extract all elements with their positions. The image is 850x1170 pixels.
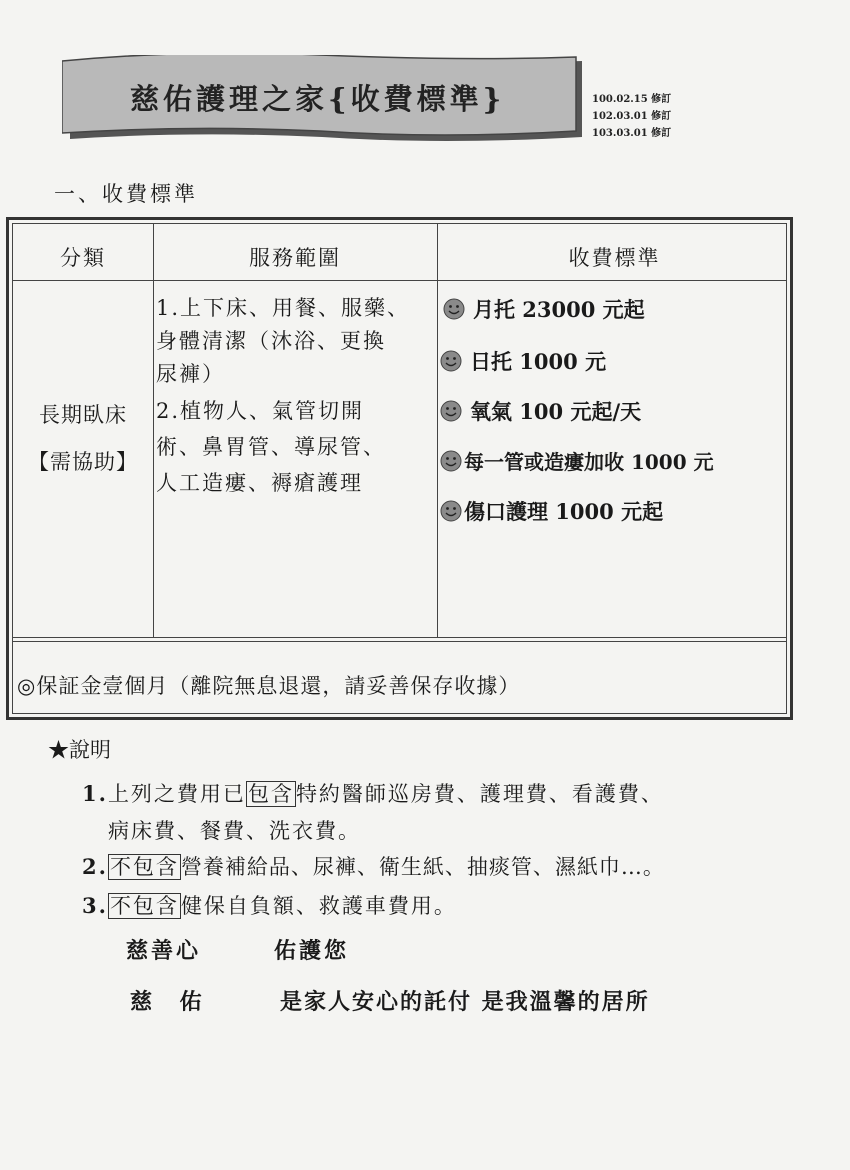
scope-line: 尿褲） bbox=[156, 362, 225, 386]
deposit-divider bbox=[13, 637, 786, 638]
column-header-scope: 服務範圍 bbox=[249, 246, 341, 270]
motto-right: 佑護您 bbox=[274, 938, 350, 964]
smiley-face-icon bbox=[443, 298, 465, 320]
note-boxed-term: 不包含 bbox=[109, 855, 179, 879]
note-item bbox=[82, 851, 665, 881]
category-label: 長期臥床 bbox=[39, 403, 127, 427]
fee-text: 月托 23000 元起 bbox=[473, 297, 645, 322]
note-number: 2. bbox=[82, 854, 108, 879]
note-item bbox=[82, 778, 664, 808]
fee-text: 每一管或造瘻加收 1000 元 bbox=[464, 450, 714, 474]
note-number: 1. bbox=[82, 781, 108, 806]
motto-left: 慈 佑 bbox=[130, 989, 212, 1015]
note-text: 上列之費用已 bbox=[107, 782, 246, 806]
column-divider bbox=[437, 224, 438, 638]
header-divider bbox=[13, 280, 786, 281]
revision-dates bbox=[592, 91, 671, 142]
column-header-fee: 收費標準 bbox=[568, 246, 661, 270]
column-header-category: 分類 bbox=[60, 246, 106, 270]
scope-line: 2.植物人、氣管切開 bbox=[156, 399, 365, 423]
title-banner bbox=[62, 55, 584, 143]
fee-item bbox=[440, 496, 663, 526]
fee-item bbox=[440, 396, 641, 426]
deposit-note: ◎保証金壹個月（離院無息退還，請妥善保存收據） bbox=[17, 674, 521, 698]
notes-title: ★說明 bbox=[48, 738, 111, 762]
column-divider bbox=[153, 224, 154, 638]
scope-line: 術、鼻胃管、導尿管、 bbox=[156, 435, 386, 459]
revision-date: 100.02.15 修訂 bbox=[592, 94, 672, 105]
note-text: 特約醫師巡房費、護理費、看護費、 bbox=[295, 782, 664, 806]
fee-table-grid bbox=[12, 223, 787, 714]
fee-item bbox=[440, 446, 714, 475]
fee-item bbox=[443, 294, 645, 324]
category-sublabel: 【需協助】 bbox=[28, 450, 138, 474]
note-continuation: 病床費、餐費、洗衣費。 bbox=[108, 819, 361, 843]
smiley-face-icon bbox=[440, 500, 462, 522]
fee-text: 日托 1000 元 bbox=[470, 349, 607, 374]
fee-text: 氧氣 100 元起/天 bbox=[470, 399, 642, 424]
note-text: 營養補給品、尿褲、衛生紙、抽痰管、濕紙巾…。 bbox=[180, 855, 665, 879]
note-boxed-term: 包含 bbox=[247, 782, 294, 806]
fee-text: 傷口護理 1000 元起 bbox=[464, 499, 664, 524]
section-heading: 一、收費標準 bbox=[54, 182, 198, 206]
fee-table bbox=[6, 217, 793, 720]
note-number: 3. bbox=[82, 893, 108, 918]
page-title: 慈佑護理之家{收費標準} bbox=[130, 82, 506, 116]
note-text: 健保自負額、救護車費用。 bbox=[180, 894, 457, 918]
smiley-face-icon bbox=[440, 450, 462, 472]
revision-date: 103.03.01 修訂 bbox=[592, 128, 672, 139]
scope-line: 人工造瘻、褥瘡護理 bbox=[156, 471, 363, 495]
scope-line: 身體清潔（沐浴、更換 bbox=[156, 329, 386, 353]
note-boxed-term: 不包含 bbox=[109, 894, 179, 918]
revision-date: 102.03.01 修訂 bbox=[592, 111, 672, 122]
motto-right: 是家人安心的託付 是我溫馨的居所 bbox=[280, 989, 650, 1015]
scope-line: 1.上下床、用餐、服藥、 bbox=[156, 296, 411, 320]
deposit-divider bbox=[13, 641, 786, 642]
smiley-face-icon bbox=[440, 400, 462, 422]
motto-left: 慈善心 bbox=[126, 938, 202, 964]
note-item bbox=[82, 890, 457, 920]
fee-item bbox=[440, 346, 606, 376]
smiley-face-icon bbox=[440, 350, 462, 372]
